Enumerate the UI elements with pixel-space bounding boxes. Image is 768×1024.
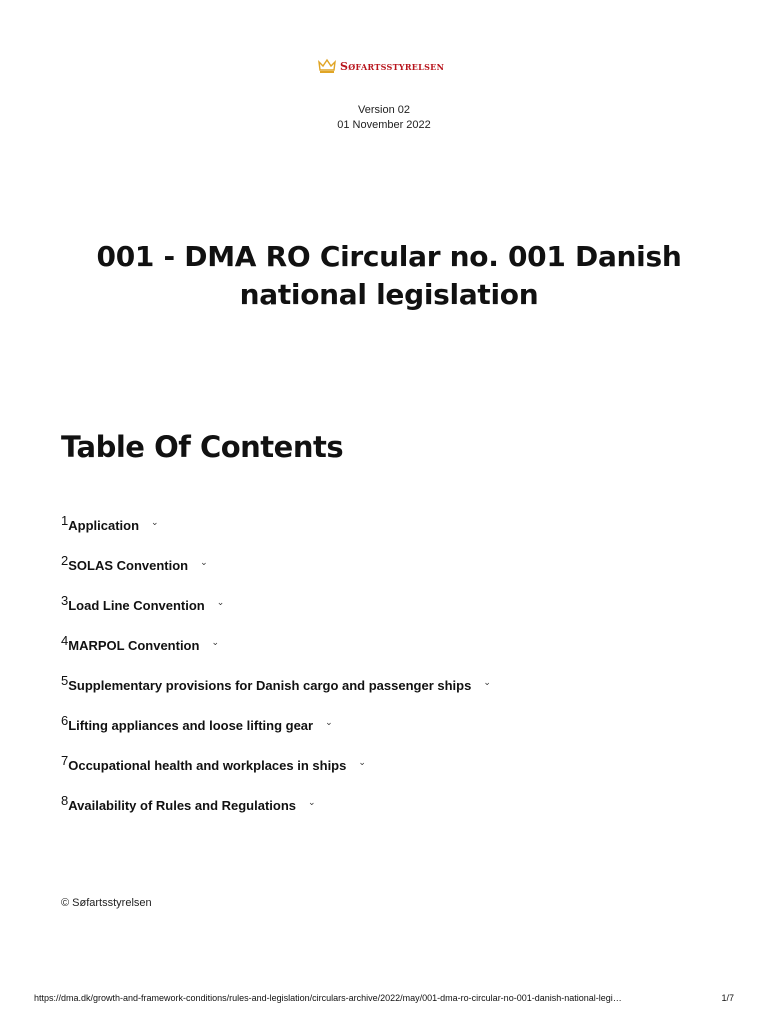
brand-logo	[318, 58, 444, 74]
toc-item-number: 4	[61, 633, 69, 648]
toc-item-number: 1	[61, 513, 69, 528]
chevron-down-icon[interactable]: ⌄	[483, 677, 491, 687]
toc-item[interactable]	[61, 713, 491, 756]
toc-item-label: Application	[68, 518, 140, 533]
toc-item-label: Availability of Rules and Regulations	[68, 798, 297, 813]
chevron-down-icon[interactable]: ⌄	[200, 557, 208, 567]
document-title: 001 - DMA RO Circular no. 001 Danish national legislation	[96, 240, 682, 311]
toc-item-label: Load Line Convention	[68, 598, 205, 613]
toc-heading: Table Of Contents	[61, 430, 344, 464]
toc-item-number: 8	[61, 793, 69, 808]
toc-item[interactable]	[61, 513, 491, 556]
toc-item-label: MARPOL Convention	[68, 638, 200, 653]
toc-item-number: 5	[61, 673, 69, 688]
toc-item-number: 2	[61, 553, 69, 568]
toc-item[interactable]	[61, 673, 491, 716]
version-date: 01 November 2022	[337, 119, 431, 131]
chevron-down-icon[interactable]: ⌄	[216, 597, 225, 607]
version-info	[0, 103, 768, 133]
chevron-down-icon[interactable]: ⌄	[211, 637, 219, 647]
footer-url[interactable]: https://dma.dk/growth-and-framework-conditions/rules-and-legislation/circulars-archive/2022/may/001-dma-ro-circular-no-001-danish-national-legi…	[34, 993, 622, 1003]
chevron-down-icon[interactable]: ⌄	[325, 717, 333, 727]
page-number: 1/7	[721, 993, 734, 1003]
crown-icon	[318, 58, 336, 74]
toc-item[interactable]	[61, 593, 491, 636]
copyright-notice: © Søfartsstyrelsen	[61, 897, 152, 909]
toc-item[interactable]	[61, 753, 491, 796]
toc-item-number: 7	[61, 753, 69, 768]
logo-text: Søfartsstyrelsen	[340, 59, 445, 73]
toc-item[interactable]	[61, 553, 491, 596]
version-label: Version 02	[358, 104, 410, 116]
toc-item[interactable]	[61, 793, 491, 836]
toc-item-number: 6	[61, 713, 69, 728]
chevron-down-icon[interactable]: ⌄	[358, 757, 366, 767]
toc-item-label: Supplementary provisions for Danish cargo and passenger ships	[68, 678, 472, 693]
print-footer	[34, 993, 734, 1003]
toc-item-number: 3	[61, 593, 69, 608]
toc-list	[61, 513, 491, 836]
toc-item-label: SOLAS Convention	[68, 558, 189, 573]
toc-item-label: Occupational health and workplaces in ships	[68, 758, 347, 773]
toc-item-label: Lifting appliances and loose lifting gear	[68, 718, 314, 733]
toc-item[interactable]	[61, 633, 491, 676]
chevron-down-icon[interactable]: ⌄	[308, 797, 316, 807]
chevron-down-icon[interactable]: ⌄	[151, 517, 159, 527]
